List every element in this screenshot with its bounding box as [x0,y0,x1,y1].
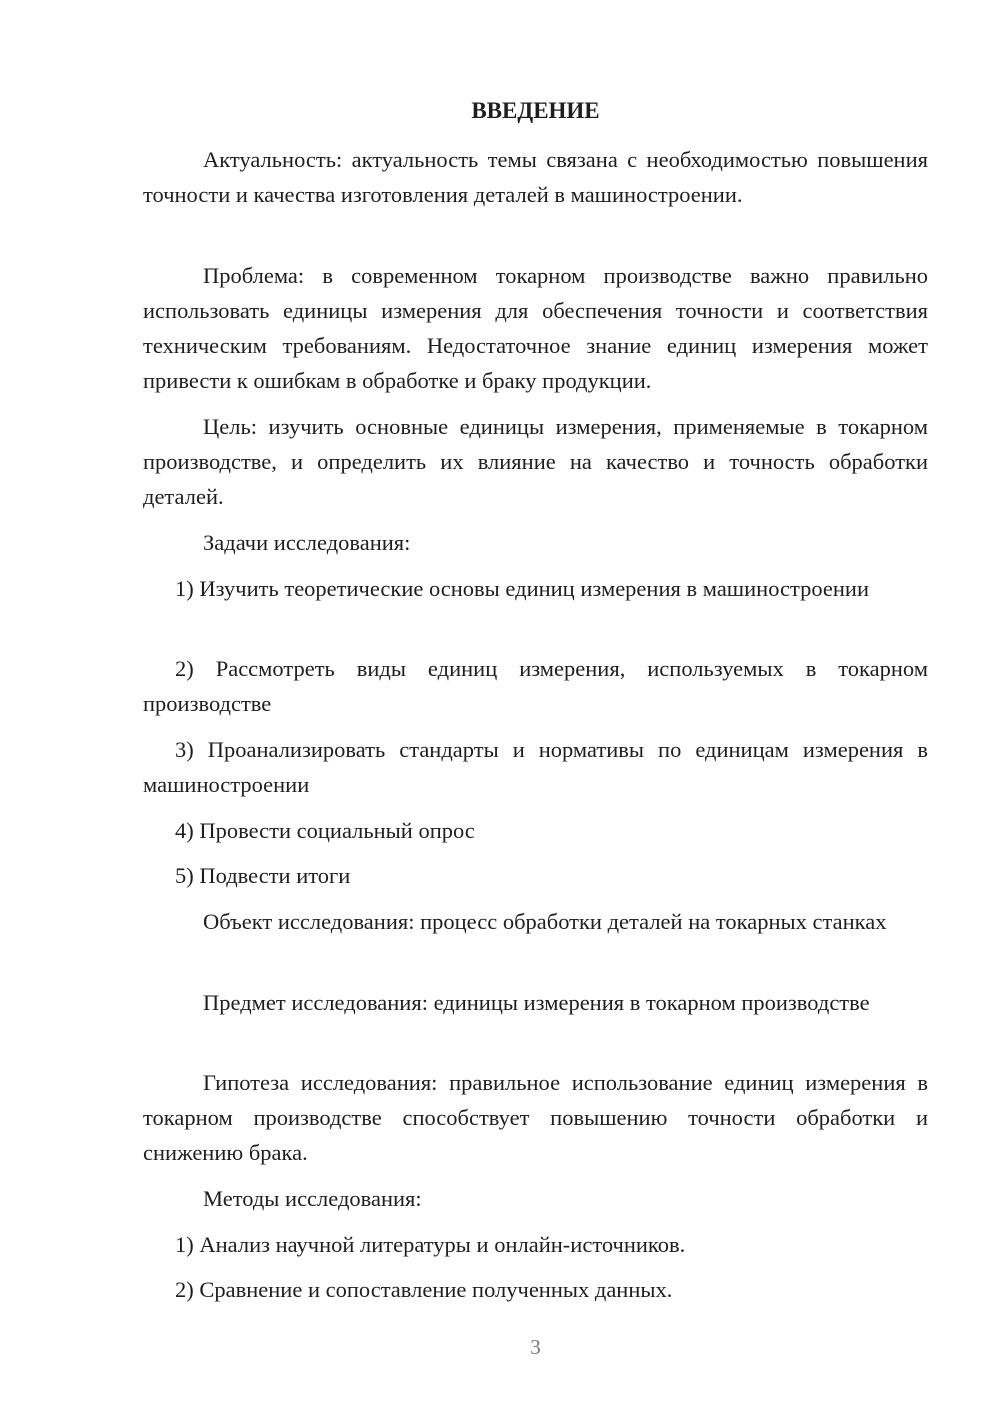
task-item: 5) Подвести итоги [175,863,351,888]
relevance-paragraph: Актуальность: актуальность темы связана с необходимостью повышения точности и качества изготовления деталей в машиностроении. [143,147,928,207]
method-item: 1) Анализ научной литературы и онлайн-источников. [175,1232,686,1257]
method-item: 2) Сравнение и сопоставление полученных данных. [175,1277,673,1302]
task-item: 1) Изучить теоретические основы единиц измерения в машиностроении [175,576,869,601]
task-item: 2) Рассмотреть виды единиц измерения, используемых в токарном производстве [143,656,928,716]
tasks-heading: Задачи исследования: [203,530,411,555]
task-item: 3) Проанализировать стандарты и нормативы по единицам измерения в машиностроении [143,737,928,797]
hypothesis-paragraph: Гипотеза исследования: правильное использование единиц измерения в токарном производстве способствует повышению точности обработки и снижению брака. [143,1070,928,1165]
object-paragraph: Объект исследования: процесс обработки деталей на токарных станках [203,909,887,934]
page-title: ВВЕДЕНИЕ [471,98,600,123]
subject-paragraph: Предмет исследования: единицы измерения в токарном производстве [203,990,870,1015]
methods-heading: Методы исследования: [203,1186,422,1211]
page-number: 3 [530,1335,541,1359]
task-item: 4) Провести социальный опрос [175,818,475,843]
document-page [143,0,928,1414]
problem-paragraph: Проблема: в современном токарном производстве важно правильно использовать единицы измерения для обеспечения точности и соответствия техническим требованиям. Недостаточное знание единиц измерения может привести к ошибкам в обработке и браку продукции. [143,263,928,393]
goal-paragraph: Цель: изучить основные единицы измерения, применяемые в токарном производстве, и определить их влияние на качество и точность обработки деталей. [143,414,928,509]
